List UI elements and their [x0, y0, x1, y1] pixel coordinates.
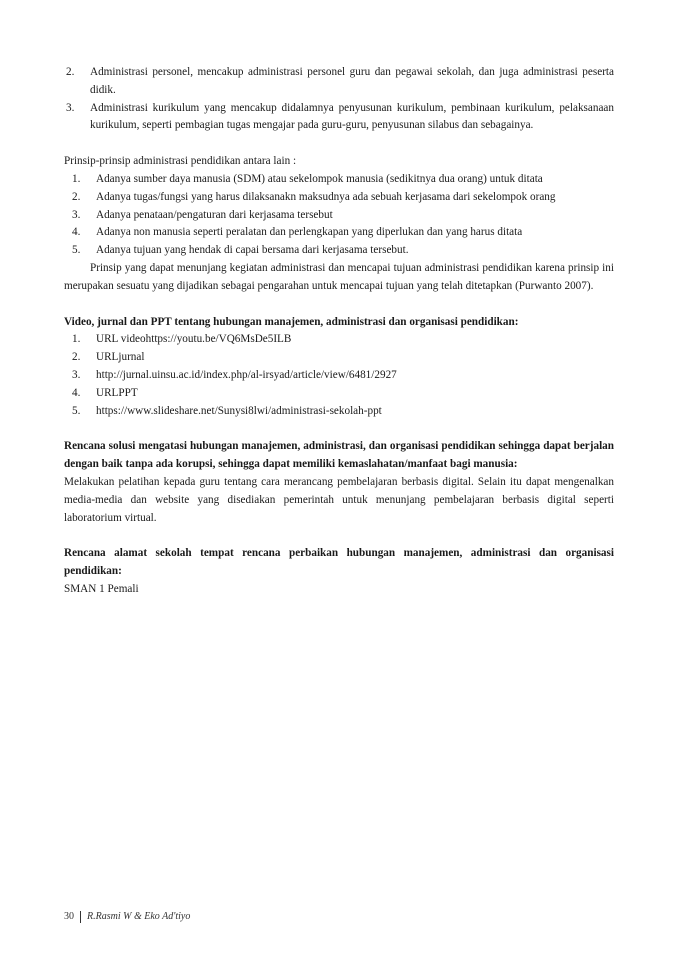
list-item: [72, 242, 614, 260]
list-number: 1.: [72, 172, 81, 185]
list-number: 2.: [72, 351, 81, 364]
list-text: Administrasi kurikulum yang mencakup didalamnya penyusunan kurikulum, pembinaan kurikulum, pelaksanaan kurikulum, seperti pembagian tugas mengajar pada guru-guru, penyusunan silabus dan sebagainya.: [90, 101, 614, 132]
list-text: Adanya tugas/fungsi yang harus dilaksanakn maksudnya ada sebuah kerjasama dari sekelompok orang: [96, 190, 556, 203]
list-number: 3.: [72, 208, 81, 221]
resources-list: [72, 331, 614, 420]
administration-types-list: [66, 64, 614, 135]
list-number: 1.: [72, 333, 81, 346]
principles-intro: Prinsip-prinsip administrasi pendidikan antara lain :: [64, 155, 297, 168]
list-item: [72, 189, 614, 207]
resources-heading: Video, jurnal dan PPT tentang hubungan manajemen, administrasi dan organisasi pendidikan:: [64, 315, 519, 328]
list-item: [72, 207, 614, 225]
list-number: 4.: [72, 386, 81, 399]
list-number: 5.: [72, 404, 81, 417]
ppt-url: https://www.slideshare.net/Sunysi8lwi/administrasi-sekolah-ppt: [96, 404, 382, 417]
journal-url: http://jurnal.uinsu.ac.id/index.php/al-irsyad/article/view/6481/2927: [96, 368, 397, 381]
solution-paragraph: Melakukan pelatihan kepada guru tentang cara merancang pembelajaran berbasis digital. Selain itu dapat mengenalkan media-media dan website yang disediakan pemerintah untuk menunjang pembelajaran berbasis digital seperti laboratorium virtual.: [64, 475, 614, 524]
list-number: 2.: [72, 190, 81, 203]
journal-label: URLjurnal: [96, 351, 145, 364]
list-item: [66, 64, 614, 100]
page-number: 30: [64, 911, 74, 922]
list-number: 5.: [72, 244, 81, 257]
list-item: [72, 171, 614, 189]
ppt-label: URLPPT: [96, 386, 138, 399]
spacer: [64, 296, 614, 314]
list-number: 2.: [66, 66, 75, 78]
list-text: Adanya tujuan yang hendak di capai bersama dari kerjasama tersebut.: [96, 244, 409, 257]
spacer: [64, 527, 614, 545]
footer-divider: [80, 911, 81, 923]
list-item: [66, 100, 614, 136]
principles-closing-paragraph: Prinsip yang dapat menunjang kegiatan administrasi dan mencapai tujuan administrasi pendidikan karena prinsip ini merupakan sesuatu yang dijadikan sebagai pengarahan untuk mencapai tujuan yang telah ditetapkan (Purwanto 2007).: [64, 261, 614, 292]
list-number: 3.: [72, 368, 81, 381]
list-item: [72, 224, 614, 242]
list-text: Administrasi personel, mencakup administrasi personel guru dan pegawai sekolah, dan juga administrasi peserta didik.: [90, 66, 614, 96]
list-item: [72, 367, 614, 385]
footer-authors: R.Rasmi W & Eko Ad'tiyo: [87, 911, 191, 922]
spacer: [64, 135, 614, 153]
solution-heading: Rencana solusi mengatasi hubungan manajemen, administrasi, dan organisasi pendidikan sehingga dapat berjalan dengan baik tanpa ada korupsi, sehingga dapat memiliki kemaslahatan/manfaat bagi manusia:: [64, 440, 614, 471]
list-item: [72, 331, 614, 349]
list-text: Adanya sumber daya manusia (SDM) atau sekelompok manusia (sedikitnya dua orang) untuk ditata: [96, 172, 543, 185]
list-item: [72, 385, 614, 403]
video-url: URL videohttps://youtu.be/VQ6MsDe5ILB: [96, 333, 292, 346]
page-footer: [64, 908, 190, 926]
list-item: [72, 403, 614, 421]
list-text: Adanya penataan/pengaturan dari kerjasama tersebut: [96, 208, 333, 221]
spacer: [64, 420, 614, 438]
list-text: Adanya non manusia seperti peralatan dan perlengkapan yang diperlukan dan yang harus ditata: [96, 226, 523, 239]
list-number: 3.: [66, 101, 75, 114]
school-heading: Rencana alamat sekolah tempat rencana perbaikan hubungan manajemen, administrasi dan organisasi pendidikan:: [64, 547, 614, 578]
list-item: [72, 349, 614, 367]
page-content: [64, 64, 614, 599]
principles-list: [72, 171, 614, 260]
school-name: SMAN 1 Pemali: [64, 582, 139, 595]
list-number: 4.: [72, 226, 81, 239]
